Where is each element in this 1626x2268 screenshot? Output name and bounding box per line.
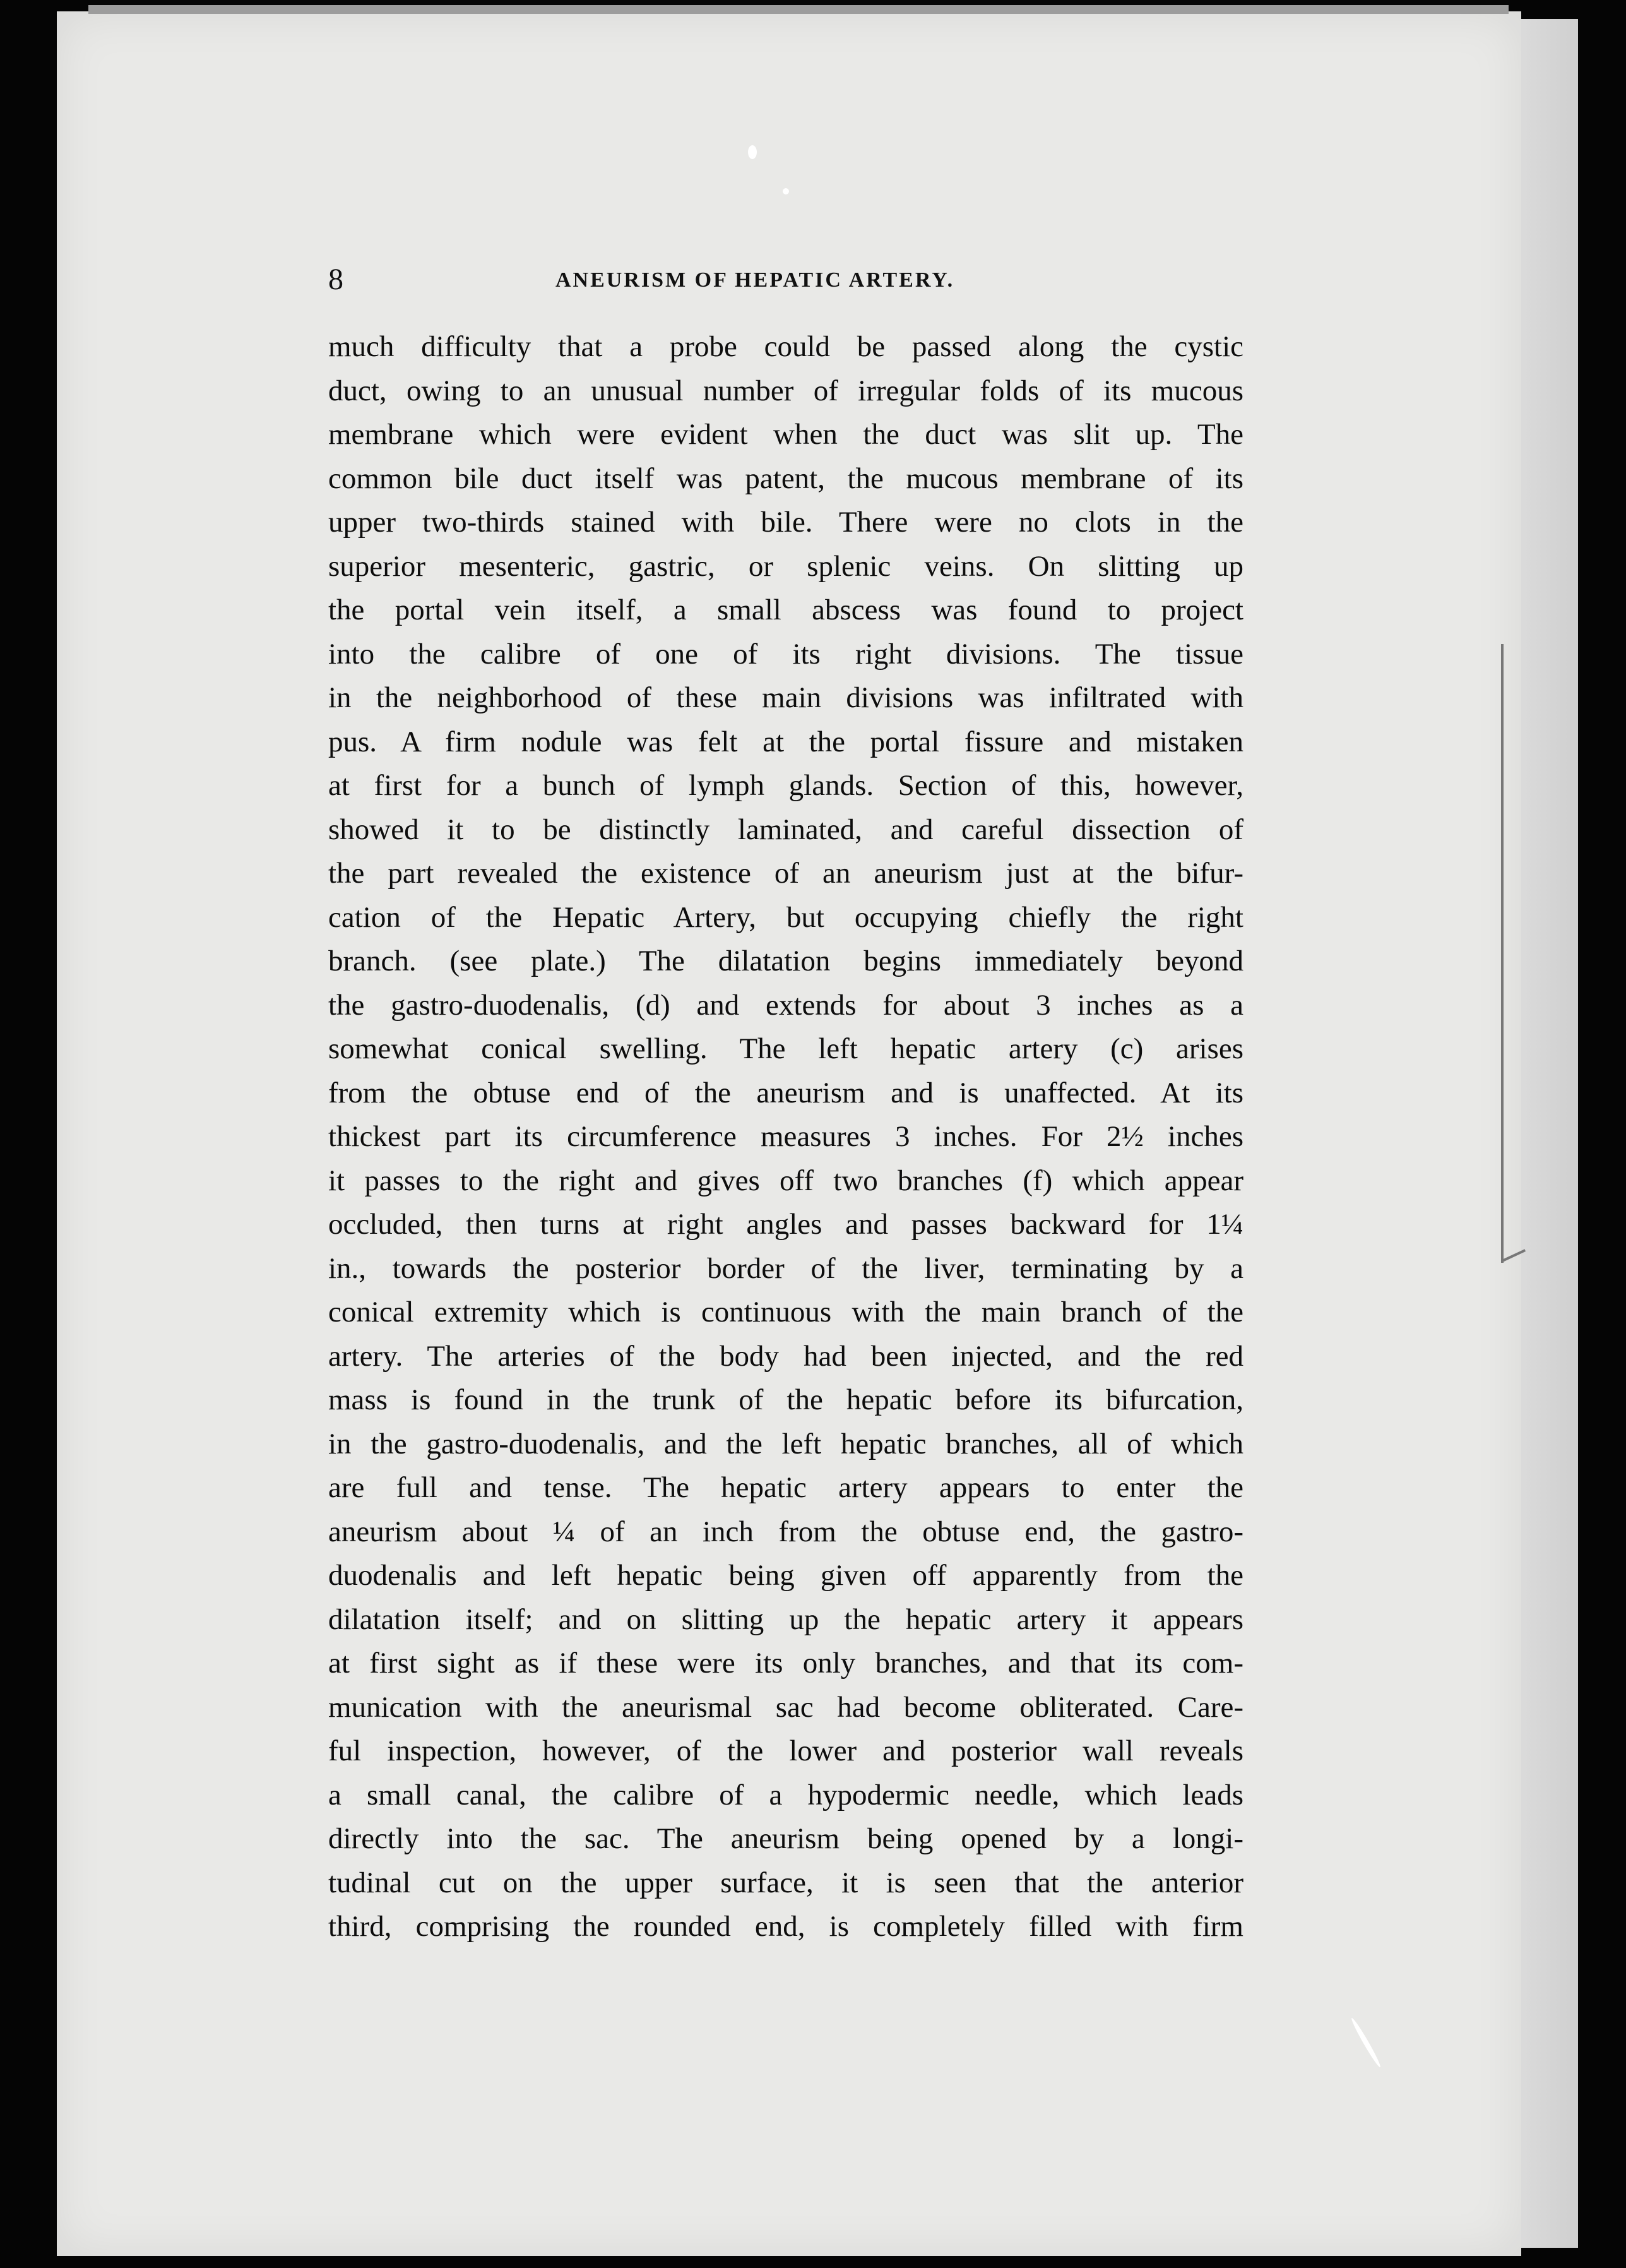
text-line: superior mesenteric, gastric, or splenic veins. On slitting up xyxy=(328,549,1243,583)
dust-speck xyxy=(783,188,789,194)
text-line: somewhat conical swelling. The left hepatic artery (c) arises xyxy=(328,1032,1243,1065)
page-header xyxy=(328,262,1262,306)
text-line: artery. The arteries of the body had been injected, and the red xyxy=(328,1339,1243,1373)
text-line: into the calibre of one of its right divisions. The tissue xyxy=(328,637,1243,671)
body-paragraph xyxy=(328,325,1243,1949)
text-line: the part revealed the existence of an aneurism just at the bifur- xyxy=(328,857,1243,890)
text-line: tudinal cut on the upper surface, it is seen that the anterior xyxy=(328,1866,1243,1899)
text-line: are full and tense. The hepatic artery appears to enter the xyxy=(328,1471,1243,1504)
dust-speck xyxy=(748,145,757,159)
text-line: showed it to be distinctly laminated, and careful dissection of xyxy=(328,813,1243,846)
text-line: upper two-thirds stained with bile. There were no clots in the xyxy=(328,506,1243,539)
page-number: 8 xyxy=(328,263,343,296)
text-line: third, comprising the rounded end, is completely filled with firm xyxy=(328,1910,1243,1943)
text-line: pus. A firm nodule was felt at the portal fissure and mistaken xyxy=(328,725,1243,758)
text-line: mass is found in the trunk of the hepatic before its bifurcation, xyxy=(328,1383,1243,1416)
text-line: in the neighborhood of these main divisions was infiltrated with xyxy=(328,681,1243,714)
text-line: duodenalis and left hepatic being given off apparently from the xyxy=(328,1559,1243,1592)
text-line: it passes to the right and gives off two branches (f) which appear xyxy=(328,1164,1243,1197)
text-line: occluded, then turns at right angles and passes backward for 1¼ xyxy=(328,1208,1243,1241)
text-line: a small canal, the calibre of a hypodermic needle, which leads xyxy=(328,1778,1243,1811)
text-line: conical extremity which is continuous with the main branch of the xyxy=(328,1296,1243,1328)
text-line: in., towards the posterior border of the liver, terminating by a xyxy=(328,1251,1243,1285)
text-line: at first sight as if these were its only branches, and that its com- xyxy=(328,1647,1243,1680)
text-line: thickest part its circumference measures 3 inches. For 2½ inches xyxy=(328,1120,1243,1153)
text-line: in the gastro-duodenalis, and the left hepatic branches, all of which xyxy=(328,1427,1243,1460)
text-line: the portal vein itself, a small abscess was found to project xyxy=(328,594,1243,626)
text-line: branch. (see plate.) The dilatation begins immediately beyond xyxy=(328,945,1243,977)
text-line: duct, owing to an unusual number of irregular folds of its mucous xyxy=(328,374,1243,407)
text-line: the gastro-duodenalis, (d) and extends for about 3 inches as a xyxy=(328,988,1243,1022)
text-line: common bile duct itself was patent, the mucous membrane of its xyxy=(328,462,1243,495)
text-line: aneurism about ¼ of an inch from the obtuse end, the gastro- xyxy=(328,1515,1243,1548)
page-top-edge xyxy=(88,5,1509,14)
text-line: ful inspection, however, of the lower and posterior wall reveals xyxy=(328,1734,1243,1767)
text-line: membrane which were evident when the duct was slit up. The xyxy=(328,418,1243,451)
text-line: much difficulty that a probe could be passed along the cystic xyxy=(328,330,1243,363)
text-line: dilatation itself; and on slitting up the hepatic artery it appears xyxy=(328,1603,1243,1636)
text-line: munication with the aneurismal sac had become obliterated. Care- xyxy=(328,1690,1243,1724)
text-line: cation of the Hepatic Artery, but occupying chiefly the right xyxy=(328,900,1243,934)
text-line: from the obtuse end of the aneurism and is unaffected. At its xyxy=(328,1076,1243,1109)
page-fold-mark xyxy=(1501,644,1504,1263)
running-head: ANEURISM OF HEPATIC ARTERY. xyxy=(555,268,955,292)
text-line: at first for a bunch of lymph glands. Section of this, however, xyxy=(328,769,1243,802)
text-line: directly into the sac. The aneurism being opened by a longi- xyxy=(328,1822,1243,1855)
